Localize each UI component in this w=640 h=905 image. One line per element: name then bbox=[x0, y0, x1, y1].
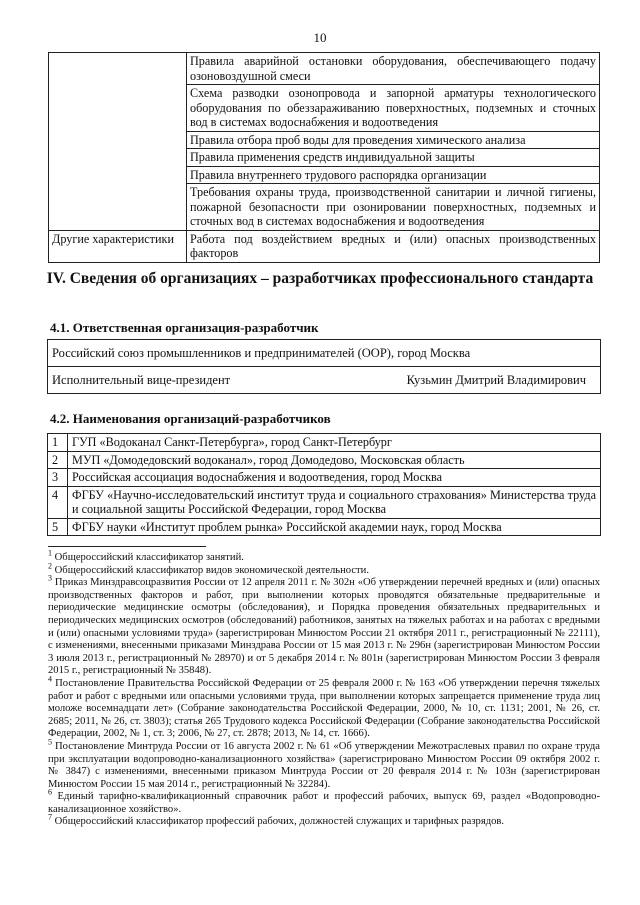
row-number: 4 bbox=[48, 486, 68, 518]
person-name: Кузьмин Дмитрий Владимирович bbox=[406, 372, 586, 387]
footnote-text: Общероссийский классификатор профессий рабочих, должностей служащих и тарифных разрядов. bbox=[52, 816, 505, 828]
row-number: 3 bbox=[48, 469, 68, 487]
developer-name: ФГБУ науки «Институт проблем рынка» Российской академии наук, город Москва bbox=[68, 518, 601, 536]
table-cell: Правила аварийной остановки оборудования, обеспечивающего подачу озоновоздушной смеси bbox=[187, 53, 600, 85]
position-label: Исполнительный вице-президент bbox=[52, 372, 231, 387]
footnote-text: Общероссийский классификатор видов экономической деятельности. bbox=[52, 564, 369, 576]
footnote-text: Единый тарифно-квалификационный справочник работ и профессий рабочих, выпуск 69, раздел «Водопроводно-канализационное хозяйство». bbox=[48, 791, 600, 815]
footnote-divider bbox=[48, 546, 206, 547]
footnote-mark: 3 bbox=[48, 573, 52, 583]
footnote-mark: 5 bbox=[48, 737, 52, 747]
footnote bbox=[48, 737, 600, 791]
table-row bbox=[48, 469, 601, 487]
footnote-text: Приказ Минздравсоцразвития России от 12 апреля 2011 г. № 302н «Об утверждении перечней вредных и (или) опасных производственных факторов и работ, при выполнении которых проводятся обязательные предварительные и периодические медицинские осмотры (обследования), и Порядка проведения обязательных предварительных и периодических медицинских осмотров (обследований) работников, занятых на тяжелых работах и на работах с вредными и (или) опасными условиями труда» (зарегистрирован Минюстом России 21 октября 2011 г., регистрационный № 22111), с изменениями, внесенными приказами Минздрава России от 15 мая 2013 г. № 296н (зарегистрирован Минюстом России 3 июля 2013 г., регистрационный № 28970) и от 5 декабря 2014 г. № 801н (зарегистрирован Минюстом России 3 февраля 2015 г., регистрационный № 35848). bbox=[48, 577, 600, 677]
footnote bbox=[48, 548, 600, 565]
developer-name: МУП «Домодедовский водоканал», город Домодедово, Московская область bbox=[68, 451, 601, 469]
footnote-text: Постановление Минтруда России от 16 августа 2002 г. № 61 «Об утверждении Межотраслевых правил по охране труда при эксплуатации водопроводно-канализационного хозяйства» (зарегистрировано Минюстом России 09 октября 2002 г. № 3847) с изменениями, внесенными приказом Минтруда России от 20 февраля 2014 г. № 103н (зарегистрирован Минюстом России 15 мая 2014 г., регистрационный № 32284). bbox=[48, 740, 600, 790]
row-number: 5 bbox=[48, 518, 68, 536]
footnote bbox=[48, 573, 600, 678]
footnote-mark: 4 bbox=[48, 674, 52, 684]
footnote-mark: 2 bbox=[48, 561, 52, 571]
table-cell: Правила применения средств индивидуальной защиты bbox=[187, 149, 600, 167]
other-characteristics-value: Работа под воздействием вредных и (или) опасных производственных факторов bbox=[187, 230, 600, 262]
footnote bbox=[48, 561, 600, 578]
table-row bbox=[49, 230, 600, 262]
table-cell: Правила отбора проб воды для проведения химического анализа bbox=[187, 131, 600, 149]
table-row bbox=[48, 486, 601, 518]
developer-name: ГУП «Водоканал Санкт-Петербурга», город Санкт-Петербург bbox=[68, 434, 601, 452]
table-row bbox=[48, 367, 601, 394]
other-characteristics-label: Другие характеристики bbox=[49, 230, 187, 262]
table-row bbox=[48, 434, 601, 452]
table-row bbox=[48, 518, 601, 536]
page-number: 10 bbox=[313, 30, 327, 45]
table-row bbox=[49, 53, 600, 85]
responsible-table bbox=[47, 339, 601, 394]
table-row bbox=[48, 340, 601, 367]
table-cell: Правила внутреннего трудового распорядка организации bbox=[187, 166, 600, 184]
developers-title: 4.2. Наименования организаций-разработчиков bbox=[50, 411, 331, 426]
responsible-organization: Российский союз промышленников и предпринимателей (ООР), город Москва bbox=[48, 340, 601, 367]
footnote-text: Общероссийский классификатор занятий. bbox=[52, 552, 244, 563]
empty-label-cell bbox=[49, 53, 187, 231]
row-number: 1 bbox=[48, 434, 68, 452]
requirements-table bbox=[48, 52, 600, 263]
row-number: 2 bbox=[48, 451, 68, 469]
responsible-title: 4.1. Ответственная организация-разработчик bbox=[50, 320, 319, 335]
footnote bbox=[48, 674, 600, 741]
footnote-mark: 6 bbox=[48, 787, 52, 797]
developer-name: ФГБУ «Научно-исследовательский институт труда и социального страхования» Министерства труда и социальной защиты Российской Федерации, город Москва bbox=[68, 486, 601, 518]
signature-row bbox=[48, 367, 601, 394]
footnote-mark: 1 bbox=[48, 548, 52, 558]
table-cell: Схема разводки озонопровода и запорной арматуры технологического оборудования по обеззараживанию поверхностных, подземных и сточных вод в системах водоснабжения и водоотведения bbox=[187, 85, 600, 132]
footnote bbox=[48, 812, 600, 829]
footnote-text: Постановление Правительства Российской Федерации от 25 февраля 2000 г. № 163 «Об утверждении перечня тяжелых работ и работ с вредными или опасными условиями труда, при выполнении которых запрещается применение труда лиц моложе восемнадцати лет» (Собрание законодательства Российской Федерации, 2000, № 10, ст. 1131; 2001, № 26, ст. 2685; 2011, № 26, ст. 3803); статья 265 Трудового кодекса Российской Федерации (Собрание законодательства Российской Федерации, 2002, № 1, ст. 3; 2006, № 27, ст. 2878; 2013, № 14, ст. 1666). bbox=[48, 677, 600, 740]
table-cell: Требования охраны труда, производственной санитарии и личной гигиены, пожарной безопасности при озонировании поверхностных, подземных и сточных вод в системах водоснабжения и водоотведения bbox=[187, 184, 600, 231]
section-title: IV. Сведения об организациях – разработчиках профессионального стандарта bbox=[46, 270, 594, 287]
table-row bbox=[48, 451, 601, 469]
footnote-mark: 7 bbox=[48, 812, 52, 822]
developers-table bbox=[47, 433, 601, 536]
developer-name: Российская ассоциация водоснабжения и водоотведения, город Москва bbox=[68, 469, 601, 487]
footnotes bbox=[48, 548, 600, 829]
footnote bbox=[48, 787, 600, 816]
